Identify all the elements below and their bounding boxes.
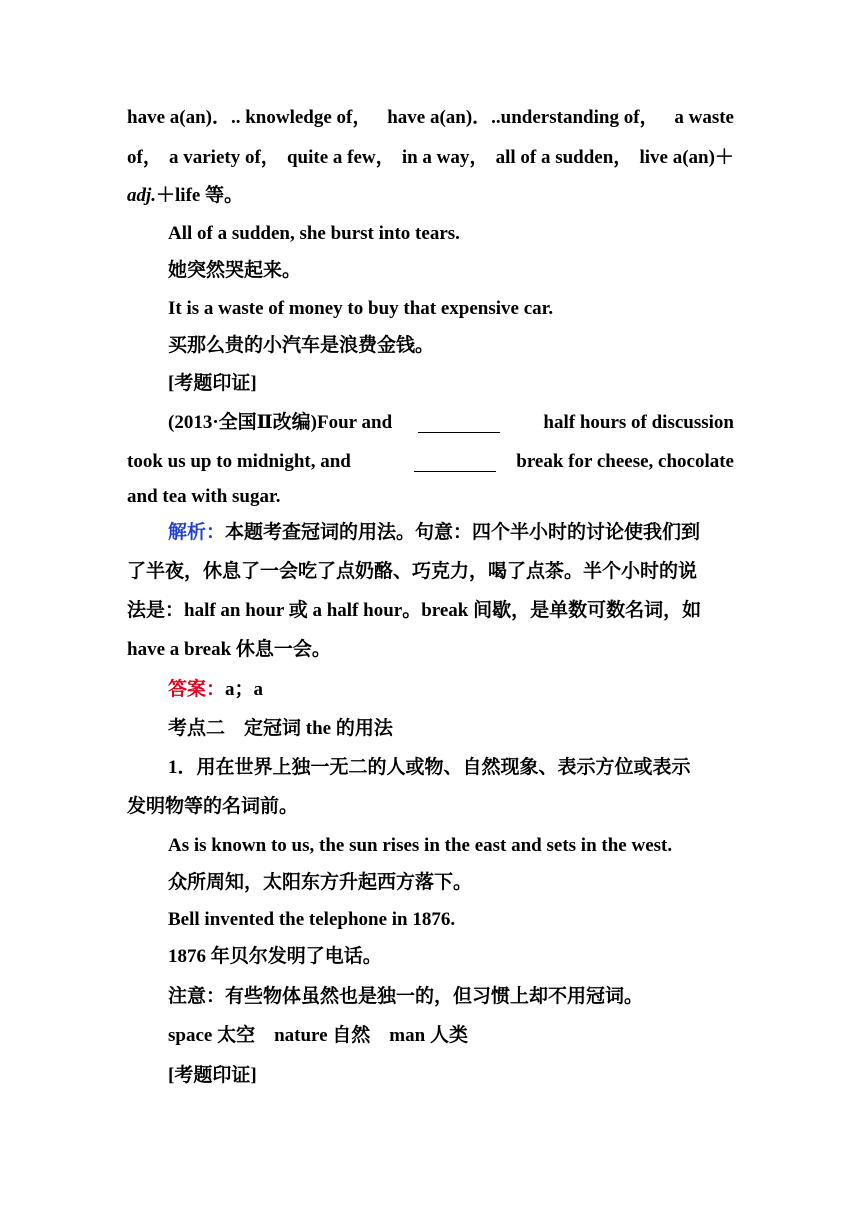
answer-blank-2 (414, 453, 496, 472)
exam-tag-2: [考题印证] (168, 1065, 257, 1086)
answer-line: 答案：a；a (168, 679, 264, 700)
question-line-2: took us up to midnight, and break for cheese, chocolate (127, 451, 734, 472)
analysis-label: 解析： (168, 522, 226, 543)
example-1-english: All of a sudden, she burst into tears. (168, 223, 460, 244)
paragraph-line-3: adj.＋life 等。 (127, 185, 244, 206)
example-4-chinese: 1876 年贝尔发明了电话。 (168, 946, 382, 967)
point-1-line-2: 发明物等的名词前。 (127, 796, 299, 817)
note-line: 注意：有些物体虽然也是独一的，但习惯上却不用冠词。 (168, 986, 644, 1007)
exam-tag: [考题印证] (168, 373, 257, 394)
example-1-chinese: 她突然哭起来。 (168, 260, 302, 281)
analysis-line-1: 解析：本题考查冠词的用法。句意：四个半小时的讨论使我们到 (168, 522, 701, 543)
question-line-1: (2013·全国Ⅱ改编)Four and half hours of discussion (168, 412, 734, 433)
example-2-english: It is a waste of money to buy that expensive car. (168, 298, 554, 319)
paragraph-line-2: of， a variety of， quite a few， in a way， all of a sudden， live a(an)＋ (127, 147, 734, 168)
example-3-english: As is known to us, the sun rises in the east and sets in the west. (168, 835, 673, 856)
answer-blank-1 (418, 414, 500, 433)
analysis-line-3: 法是：half an hour 或 a half hour。break 间歇，是单数可数名词，如 (127, 600, 702, 621)
example-4-english: Bell invented the telephone in 1876. (168, 909, 456, 930)
point-1-line-1: 1．用在世界上独一无二的人或物、自然现象、表示方位或表示 (168, 757, 691, 778)
example-2-chinese: 买那么贵的小汽车是浪费金钱。 (168, 335, 435, 356)
example-3-chinese: 众所周知，太阳东方升起西方落下。 (168, 872, 473, 893)
question-line-3: and tea with sugar. (127, 486, 281, 507)
analysis-line-4: have a break 休息一会。 (127, 639, 331, 660)
section-title: 考点二 定冠词 the 的用法 (168, 718, 393, 739)
answer-label: 答案： (168, 679, 226, 700)
analysis-line-2: 了半夜，休息了一会吃了点奶酪、巧克力，喝了点茶。半个小时的说 (127, 561, 698, 582)
paragraph-line-1: have a(an)．.. knowledge of， have a(an)．..understanding of， a waste (127, 107, 734, 128)
word-list: space 太空 nature 自然 man 人类 (168, 1025, 468, 1046)
